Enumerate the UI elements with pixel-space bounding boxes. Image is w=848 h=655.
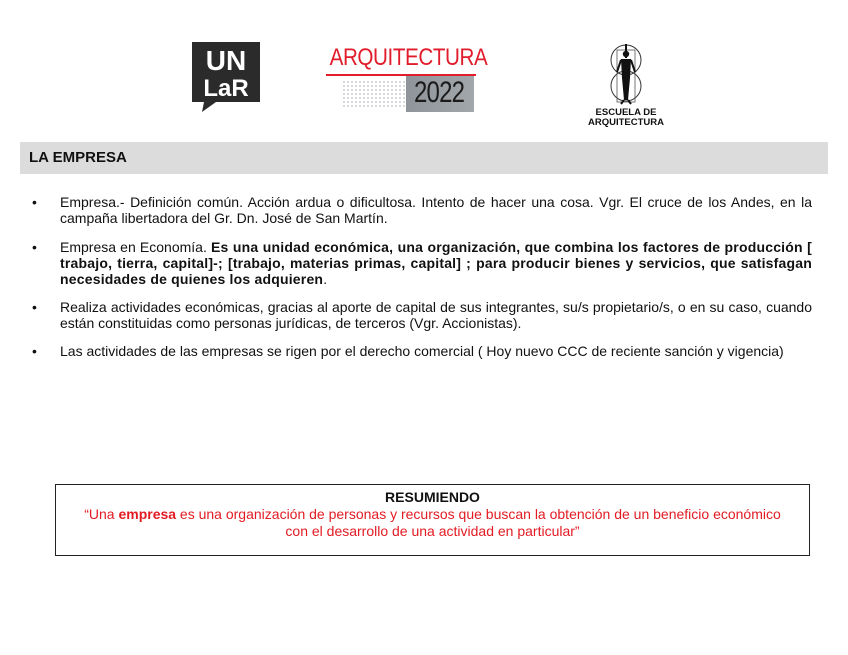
arquitectura-logo-dots xyxy=(342,80,406,108)
arquitectura-logo-year: 2022 xyxy=(414,76,465,109)
modulor-figure-icon xyxy=(604,40,648,108)
bullet-text: Empresa.- Definición común. Acción ardua o dificultosa. Intento de hacer una cosa. Vgr. El cruce de los Andes, en la campaña libertadora del Gr. Dn. José de San Martín. xyxy=(60,194,812,226)
summary-quote xyxy=(56,506,809,540)
unlar-logo xyxy=(190,40,262,114)
bullet-common-definition xyxy=(32,194,812,226)
arquitectura-logo-title: ARQUITECTURA xyxy=(329,44,488,71)
bullet-commercial-law xyxy=(32,343,812,359)
unlar-logo-line1: UN xyxy=(205,45,247,76)
bullet-tail-text: . xyxy=(323,271,328,287)
bullet-economic-activities xyxy=(32,299,812,331)
bullet-bold-definition: Es una unidad económica, una organización, que combina los factores de producción [ trabajo, tierra, capital]-; [trabajo, materias primas, capital] ; para producir bienes y servicios, que satisfagan necesidades de quienes los adquieren xyxy=(60,239,812,287)
definition-bullet-list xyxy=(32,194,812,371)
arquitectura-2022-logo xyxy=(318,38,488,114)
bullet-lead-text: Empresa en Economía. xyxy=(60,239,212,255)
unlar-logo-line2: LaR xyxy=(203,75,249,102)
section-header-bar xyxy=(20,142,828,174)
bullet-economy-definition xyxy=(32,239,812,287)
escuela-logo-line2: ARQUITECTURA xyxy=(588,117,664,128)
summary-box xyxy=(55,484,810,556)
escuela-arquitectura-logo xyxy=(576,40,676,132)
section-title: LA EMPRESA xyxy=(29,149,127,166)
bullet-text: Realiza actividades económicas, gracias al aporte de capital de sus integrantes, su/s propietario/s, o en su caso, cuando están constituidas como personas jurídicas, de terceros (Vgr. Accionistas). xyxy=(60,299,812,331)
summary-quote-rest: es una organización de personas y recursos que buscan la obtención de un beneficio económico con el desarrollo de una actividad en particular” xyxy=(176,506,781,539)
escuela-logo-line1: ESCUELA DE xyxy=(595,107,657,118)
summary-heading: RESUMIENDO xyxy=(385,489,480,505)
bullet-text: Las actividades de las empresas se rigen por el derecho comercial ( Hoy nuevo CCC de reciente sanción y vigencia) xyxy=(60,343,784,359)
summary-quote-open: “Una xyxy=(84,506,119,522)
summary-keyword: empresa xyxy=(118,506,177,522)
